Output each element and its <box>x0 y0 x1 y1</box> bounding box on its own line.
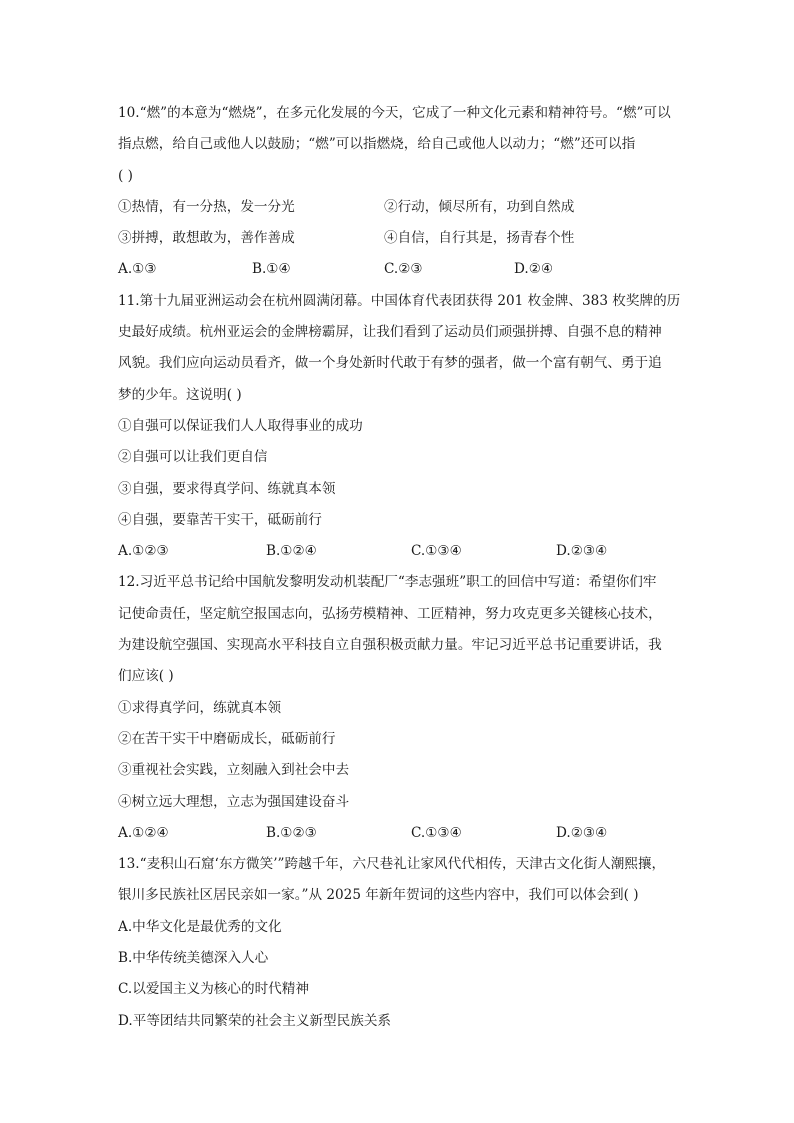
option-a[interactable]: A.①③ <box>118 261 157 278</box>
statement-item: ③拼搏，敢想敢为，善作善成 <box>118 230 295 247</box>
statement-item: ②自强可以让我们更自信 <box>118 449 268 466</box>
exam-page <box>118 98 680 1037</box>
option-b[interactable]: B.①②③ <box>266 824 317 841</box>
option-d[interactable]: D.平等团结共同繁荣的社会主义新型民族关系 <box>118 1012 392 1029</box>
question-13 <box>118 849 680 1037</box>
option-a[interactable]: A.①②③ <box>118 543 169 560</box>
option-a[interactable]: A.①②④ <box>118 824 169 841</box>
question-11-stem-line: 史最好成绩。杭州亚运会的金牌榜霸屏，让我们看到了运动员们顽强拼搏、自强不息的精神 <box>118 324 662 341</box>
option-c[interactable]: C.②③ <box>384 261 423 278</box>
question-12-stem-line: 们应该( ) <box>118 668 174 685</box>
question-11-stem-line: 风貌。我们应向运动员看齐，做一个身处新时代敢于有梦的强者，做一个富有朝气、勇于追 <box>118 355 662 372</box>
question-12-stem-line: 为建设航空强国、实现高水平科技自立自强积极贡献力量。牢记习近平总书记重要讲话，我 <box>118 637 662 654</box>
question-10-answer-blank: ( ) <box>118 167 133 184</box>
option-b[interactable]: B.中华传统美德深入人心 <box>118 950 269 967</box>
option-b[interactable]: B.①④ <box>252 261 291 278</box>
question-11-stem-line: 11.第十九届亚洲运动会在杭州圆满闭幕。中国体育代表团获得 201 枚金牌、383 枚奖牌的历 <box>118 292 680 309</box>
option-c[interactable]: C.①③④ <box>411 824 462 841</box>
option-a[interactable]: A.中华文化是最优秀的文化 <box>118 918 282 935</box>
statement-item: ①求得真学问，练就真本领 <box>118 699 282 716</box>
question-10-stem-line: 10.“燃”的本意为“燃烧”，在多元化发展的今天，它成了一种文化元素和精神符号。“燃”可以 <box>118 105 671 121</box>
option-b[interactable]: B.①②④ <box>266 543 317 560</box>
statement-item: ④自信，自行其是，扬青春个性 <box>384 230 575 247</box>
question-10-statements-row <box>118 223 680 254</box>
question-12 <box>118 567 680 849</box>
option-c[interactable]: C.以爱国主义为核心的时代精神 <box>118 981 309 998</box>
statement-item: ①热情，有一分热，发一分光 <box>118 198 295 215</box>
question-10-statements-row <box>118 192 680 223</box>
option-c[interactable]: C.①③④ <box>411 543 462 560</box>
question-10-options <box>118 254 680 285</box>
statement-item: ①自强可以保证我们人人取得事业的成功 <box>118 417 363 434</box>
question-10-stem-line: 指点燃，给自己或他人以鼓励；“燃”可以指燃烧，给自己或他人以动力；“燃”还可以指 <box>118 136 636 153</box>
question-13-stem-line: 13.“麦积山石窟‘东方微笑’”跨越千年，六尺巷礼让家风代代相传，天津古文化街人潮熙攘， <box>118 856 666 873</box>
statement-item: ③自强，要求得真学问、练就真本领 <box>118 480 336 497</box>
question-12-stem-line: 12.习近平总书记给中国航发黎明发动机装配厂“李志强班”职工的回信中写道：希望你们牢 <box>118 574 657 591</box>
statement-item: ②在苦干实干中磨砺成长，砥砺前行 <box>118 730 336 747</box>
option-d[interactable]: D.②③④ <box>556 824 608 841</box>
question-10 <box>118 98 680 286</box>
option-d[interactable]: D.②④ <box>514 261 554 278</box>
statement-item: ③重视社会实践，立刻融入到社会中去 <box>118 762 350 779</box>
question-11-stem-line: 梦的少年。这说明( ) <box>118 386 242 403</box>
statement-item: ④树立远大理想，立志为强国建设奋斗 <box>118 793 350 810</box>
question-13-stem-line: 银川多民族社区居民亲如一家。”从 2025 年新年贺词的这些内容中，我们可以体会到( ) <box>118 887 639 904</box>
statement-item: ④自强，要靠苦干实干，砥砺前行 <box>118 511 322 528</box>
question-11-options <box>118 536 680 567</box>
statement-item: ②行动，倾尽所有，功到自然成 <box>384 198 575 215</box>
question-12-stem-line: 记使命责任，坚定航空报国志向，弘扬劳模精神、工匠精神，努力攻克更多关键核心技术， <box>118 605 662 622</box>
question-11 <box>118 286 680 568</box>
question-12-options <box>118 818 680 849</box>
option-d[interactable]: D.②③④ <box>556 543 608 560</box>
